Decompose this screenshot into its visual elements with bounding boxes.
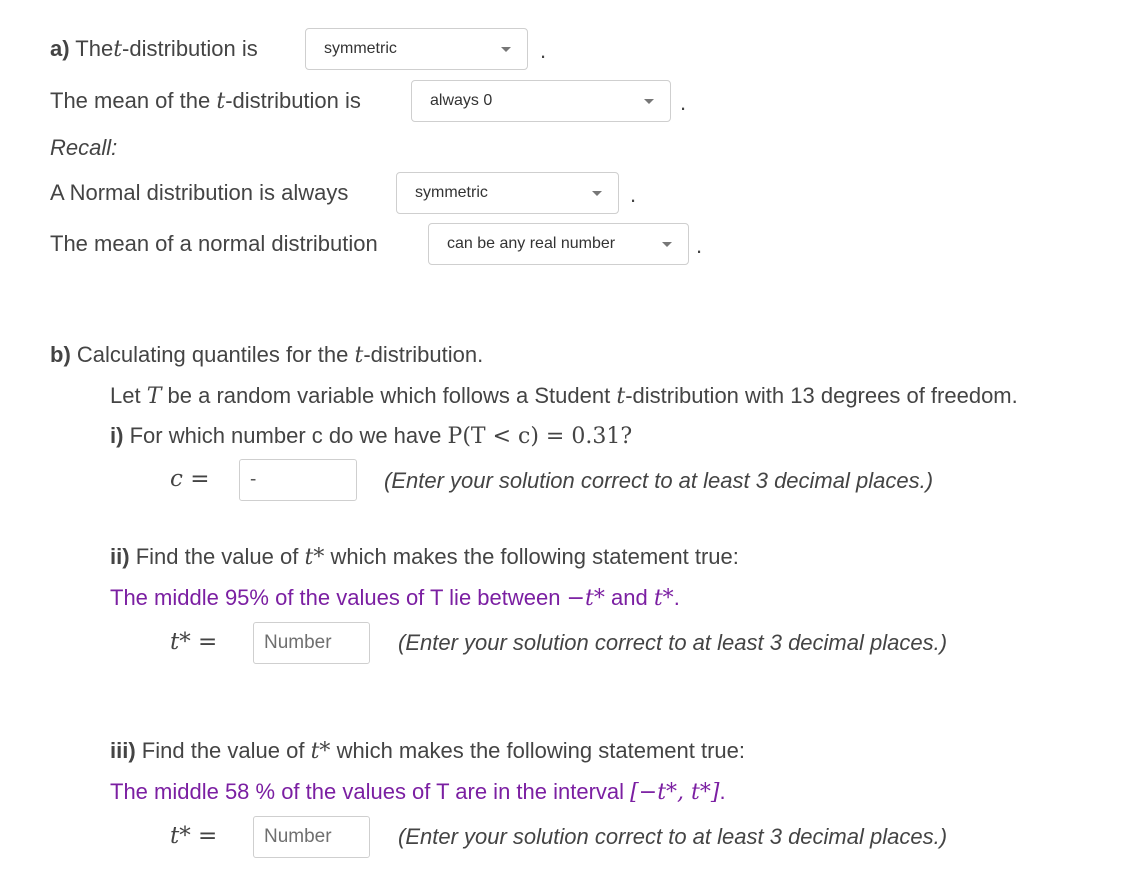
intro-let: Let [110, 383, 141, 408]
statement-and: and [611, 585, 648, 610]
T-variable: T [146, 384, 162, 409]
recall-label: Recall: [50, 135, 118, 160]
part-b-title-after: -distribution. [363, 342, 484, 367]
t-star-lhs: t* = [170, 629, 218, 655]
question-a-1-text-after: -distribution is [122, 36, 258, 61]
question-b-ii-text-after: which makes the following statement true: [330, 544, 739, 569]
answer-hint: (Enter your solution correct to at least 3 decimal places.) [398, 630, 948, 655]
select-value: symmetric [324, 40, 397, 57]
period: . [680, 90, 687, 115]
interval-expression: [−t*, t*] [630, 780, 720, 805]
question-b-iii-text-before: Find the value of [141, 738, 305, 763]
statement-text: The middle 58 % of the values of T are in the interval [110, 779, 625, 804]
question-a-2-text-after: -distribution is [225, 88, 361, 113]
chevron-down-icon [644, 99, 654, 104]
part-b-intro [110, 383, 1018, 410]
intro-mid: be a random variable which follows a Student [167, 383, 611, 408]
question-b-iii-statement [110, 779, 726, 806]
question-a-2 [50, 88, 361, 115]
question-b-ii-text-before: Find the value of [135, 544, 299, 569]
c-equals-label: c = [170, 466, 210, 492]
chevron-down-icon [662, 242, 672, 247]
select-value: symmetric [415, 184, 488, 201]
t-star-58-input[interactable] [253, 816, 370, 858]
select-value: can be any real number [447, 235, 616, 252]
normal-distribution-mean-select[interactable] [428, 223, 689, 265]
chevron-down-icon [501, 47, 511, 52]
question-b-iii [110, 738, 745, 765]
question-b-ii-statement [110, 585, 680, 612]
question-b-ii [110, 544, 739, 571]
question-b-i [110, 423, 632, 450]
t-distribution-mean-select[interactable] [411, 80, 671, 122]
t-star-variable: t* [653, 586, 674, 611]
t-star-equals-label [170, 823, 217, 849]
statement-end: . [719, 779, 726, 804]
question-a-1 [50, 36, 258, 63]
answer-hint: (Enter your solution correct to at least 3 decimal places.) [398, 824, 948, 849]
question-a-4-text: The mean of a normal distribution [50, 231, 378, 256]
part-b-title-before: Calculating quantiles for the [76, 342, 349, 367]
statement-end: . [673, 585, 680, 610]
statement-text: The middle 95% of the values of T lie between [110, 585, 561, 610]
select-value: always 0 [430, 92, 493, 109]
t-star-equals-label [170, 629, 217, 655]
question-a-1-text-before: The [75, 36, 114, 61]
answer-hint: (Enter your solution correct to at least 3 decimal places.) [384, 468, 934, 493]
normal-distribution-shape-select[interactable] [396, 172, 619, 214]
t-variable: t [616, 384, 626, 409]
question-b-i-label: i) [110, 423, 124, 448]
t-variable: t [354, 343, 364, 368]
t-variable: t [216, 89, 226, 114]
period: . [630, 182, 637, 207]
question-b-i-text: For which number c do we have [129, 423, 442, 448]
negative-t-star: −t* [566, 586, 605, 611]
part-a-label: a) [50, 36, 70, 61]
question-a-2-text-before: The mean of the [50, 88, 211, 113]
question-b-iii-text-after: which makes the following statement true: [336, 738, 745, 763]
question-b-iii-label: iii) [110, 738, 136, 763]
intro-after: -distribution with 13 degrees of freedom. [625, 383, 1018, 408]
chevron-down-icon [592, 191, 602, 196]
part-b-label: b) [50, 342, 71, 367]
question-b-ii-label: ii) [110, 544, 130, 569]
t-variable: t [113, 37, 123, 62]
t-distribution-shape-select[interactable] [305, 28, 528, 70]
probability-expression: P(T < c) = 0.31? [447, 424, 633, 449]
t-star-95-input[interactable] [253, 622, 370, 664]
t-star-variable: t* [304, 545, 325, 570]
period: . [696, 233, 703, 258]
c-answer-input[interactable] [239, 459, 357, 501]
part-b-title [50, 342, 483, 369]
period: . [540, 38, 547, 63]
question-a-3-text: A Normal distribution is always [50, 180, 349, 205]
t-star-variable: t* [310, 739, 331, 764]
t-star-lhs: t* = [170, 823, 218, 849]
